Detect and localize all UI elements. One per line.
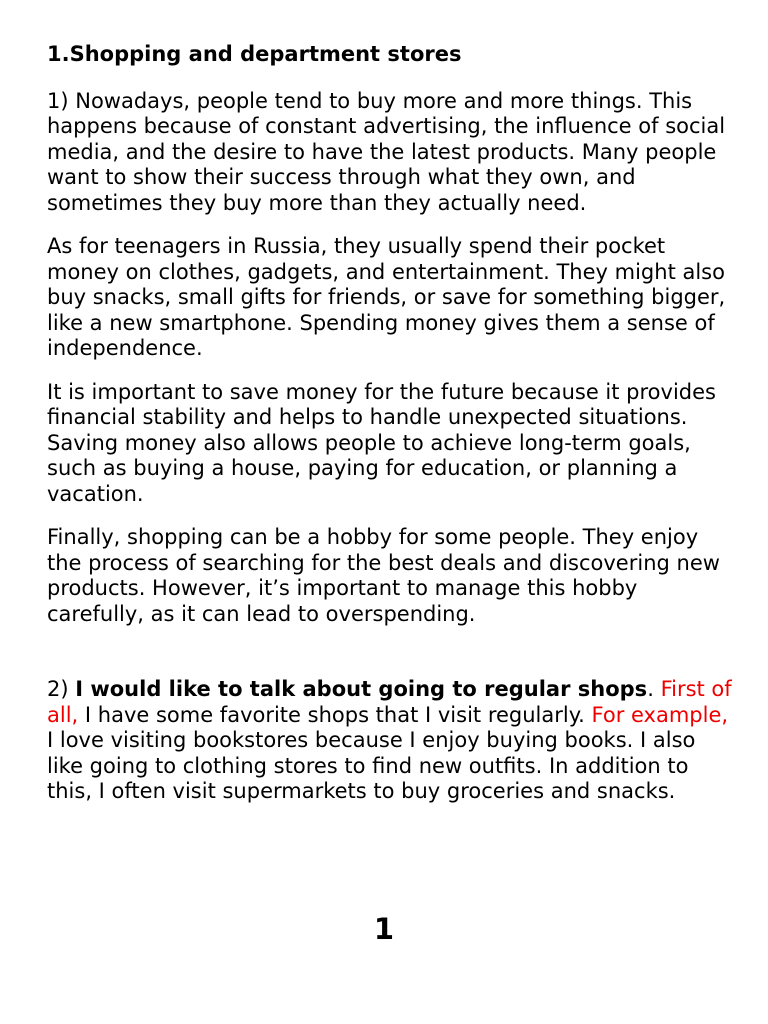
paragraph-2: As for teenagers in Russia, they usually spend their pocket money on clothes, gadgets, and entertainment. They might also buy snacks, small gifts for friends, or save for something bigger, like a new smartphone. Spending money gives them a sense of independence. (47, 234, 726, 360)
section-2-text-1: I have some favorite shops that I visit regularly. (78, 702, 592, 727)
section-2-period: . (647, 677, 654, 701)
red-phrase-for-example: For example, (591, 702, 729, 727)
section-2-prefix: 2) (47, 677, 76, 701)
paragraph-section-2 (47, 677, 737, 805)
paragraph-4: Finally, shopping can be a hobby for some people. They enjoy the process of searching for the best deals and discovering new products. However, it’s important to manage this hobby carefully, as it can lead to overspending. (47, 525, 720, 626)
paragraph-1: 1) Nowadays, people tend to buy more and more things. This happens because of constant advertising, the influence of social media, and the desire to have the latest products. Many people want to show their success through what they own, and sometimes they buy more than they actually need. (47, 88, 726, 215)
paragraph-3: It is important to save money for the future because it provides financial stability and helps to handle unexpected situations. Saving money also allows people to achieve long-term goals, such as buying a house, paying for education, or planning a vacation. (47, 379, 716, 506)
document-heading: 1.Shopping and department stores (47, 42, 462, 66)
document-body (47, 42, 737, 823)
page-number: 1 (373, 912, 395, 946)
section-2-text-2: I love visiting bookstores because I enjoy buying books. I also like going to clothing stores to find new outfits. In addition to this, I often visit supermarkets to buy groceries and snacks. (47, 728, 696, 803)
red-phrase-first-of-all: First of all, (47, 677, 732, 727)
section-2-bold-lead: I would like to talk about going to regular shops (75, 677, 648, 701)
